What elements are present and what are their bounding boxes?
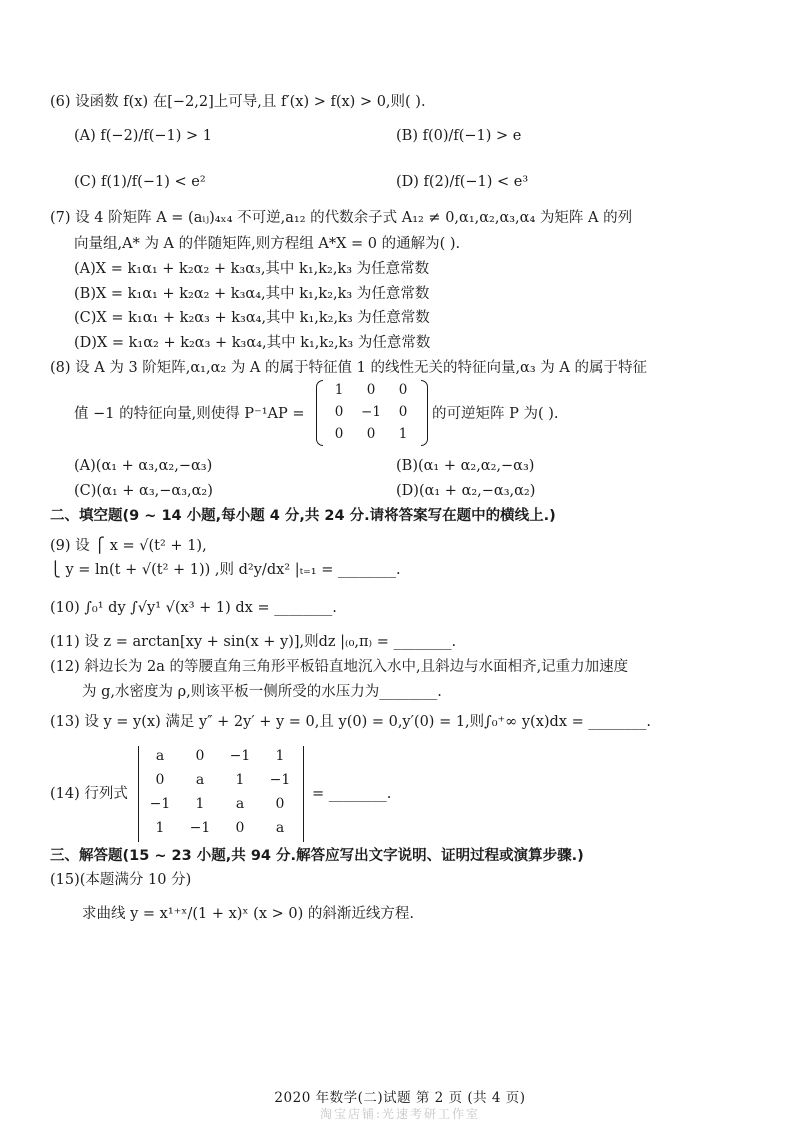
watermark: 淘宝店铺:光速考研工作室 (319, 1107, 481, 1121)
q8-stem-line2-pre: 值 −1 的特征向量,则使得 P⁻¹AP = (74, 406, 305, 422)
det-right-bar (303, 746, 304, 842)
q12-line2: 为 g,水密度为 ρ,则该平板一侧所受的水压力为________. (82, 684, 442, 700)
matrix-cell: 1 (398, 426, 408, 442)
matrix-left-paren (316, 380, 323, 446)
q13: (13) 设 y = y(x) 满足 y″ + 2y′ + y = 0,且 y(0) = 0,y′(0) = 1,则∫₀⁺∞ y(x)dx = ________. (50, 714, 651, 730)
q8-option-b: (B)(α₁ + α₂,α₂,−α₃) (396, 458, 535, 474)
det-cell: 1 (235, 772, 245, 788)
section-2-heading: 二、填空题(9 ~ 14 小题,每小题 4 分,共 24 分.请将答案写在题中的横线上.) (50, 508, 556, 524)
det-cell: 0 (195, 748, 205, 764)
det-cell: 0 (235, 820, 245, 836)
section-3-heading: 三、解答题(15 ~ 23 小题,共 94 分.解答应写出文字说明、证明过程或演算步骤.) (50, 848, 584, 864)
q14-equals: = ________. (312, 786, 392, 802)
q6-option-d: (D) f(2)/f(−1) < e³ (396, 174, 529, 190)
q8-option-c: (C)(α₁ + α₃,−α₃,α₂) (74, 483, 213, 499)
det-cell: 0 (155, 772, 165, 788)
q7-option-d: (D)X = k₁α₂ + k₂α₃ + k₃α₄,其中 k₁,k₂,k₃ 为任意常数 (74, 335, 431, 351)
det-cell: −1 (149, 796, 171, 812)
det-cell: −1 (269, 772, 291, 788)
q8-option-a: (A)(α₁ + α₃,α₂,−α₃) (74, 458, 213, 474)
q10: (10) ∫₀¹ dy ∫√y¹ √(x³ + 1) dx = ________. (50, 600, 337, 616)
det-left-bar (138, 746, 139, 842)
q8-stem-line2-post: 的可逆矩阵 P 为( ). (432, 406, 559, 422)
q12-line1: (12) 斜边长为 2a 的等腰直角三角形平板铅直地沉入水中,且斜边与水面相齐,记重力加速度 (50, 659, 629, 675)
det-cell: −1 (229, 748, 251, 764)
matrix-cell: 0 (366, 426, 376, 442)
det-cell: 1 (155, 820, 165, 836)
q8-stem-line1: (8) 设 A 为 3 阶矩阵,α₁,α₂ 为 A 的属于特征值 1 的线性无关的特征向量,α₃ 为 A 的属于特征 (50, 360, 647, 376)
q8-option-d: (D)(α₁ + α₂,−α₃,α₂) (396, 483, 536, 499)
matrix-right-paren (421, 380, 428, 446)
matrix-cell: 0 (366, 382, 376, 398)
q15-heading: (15)(本题满分 10 分) (50, 872, 192, 888)
det-cell: a (275, 820, 285, 836)
matrix-cell: 0 (398, 382, 408, 398)
matrix-cell: 1 (334, 382, 344, 398)
matrix-cell: −1 (361, 404, 381, 420)
det-cell: 0 (275, 796, 285, 812)
q9-line2: ⎩ y = ln(t + √(t² + 1)) ,则 d²y/dx² |ₜ₌₁ = ________. (50, 562, 401, 578)
q7-option-b: (B)X = k₁α₁ + k₂α₂ + k₃α₄,其中 k₁,k₂,k₃ 为任意常数 (74, 286, 430, 302)
det-cell: a (235, 796, 245, 812)
matrix-cell: 0 (334, 404, 344, 420)
q11: (11) 设 z = arctan[xy + sin(x + y)],则dz |₍₀,π₎ = ________. (50, 634, 457, 650)
q6-stem: (6) 设函数 f(x) 在[−2,2]上可导,且 f′(x) > f(x) > 0,则( ). (50, 94, 426, 110)
det-cell: a (155, 748, 165, 764)
det-cell: 1 (275, 748, 285, 764)
q7-option-a: (A)X = k₁α₁ + k₂α₂ + k₃α₃,其中 k₁,k₂,k₃ 为任意常数 (74, 261, 430, 277)
page-footer: 2020 年数学(二)试题 第 2 页 (共 4 页) (274, 1090, 526, 1106)
q7-stem-line1: (7) 设 4 阶矩阵 A = (aᵢⱼ)₄ₓ₄ 不可逆,a₁₂ 的代数余子式 A₁₂ ≠ 0,α₁,α₂,α₃,α₄ 为矩阵 A 的列 (50, 210, 633, 226)
q7-option-c: (C)X = k₁α₁ + k₂α₃ + k₃α₄,其中 k₁,k₂,k₃ 为任意常数 (74, 310, 430, 326)
q6-option-b: (B) f(0)/f(−1) > e (396, 128, 522, 144)
q9-line1: (9) 设 ⎧ x = √(t² + 1), (50, 538, 207, 554)
q6-option-c: (C) f(1)/f(−1) < e² (74, 174, 206, 190)
matrix-cell: 0 (398, 404, 408, 420)
q15-body: 求曲线 y = x¹⁺ˣ/(1 + x)ˣ (x > 0) 的斜渐近线方程. (82, 906, 414, 922)
det-cell: −1 (189, 820, 211, 836)
det-cell: a (195, 772, 205, 788)
q14-determinant (138, 746, 304, 842)
q14-label: (14) 行列式 (50, 786, 128, 802)
matrix-cell: 0 (334, 426, 344, 442)
det-cell: 1 (195, 796, 205, 812)
q6-option-a: (A) f(−2)/f(−1) > 1 (74, 128, 212, 144)
q7-stem-line2: 向量组,A* 为 A 的伴随矩阵,则方程组 A*X = 0 的通解为( ). (74, 236, 461, 252)
q8-diagonal-matrix (316, 380, 428, 446)
